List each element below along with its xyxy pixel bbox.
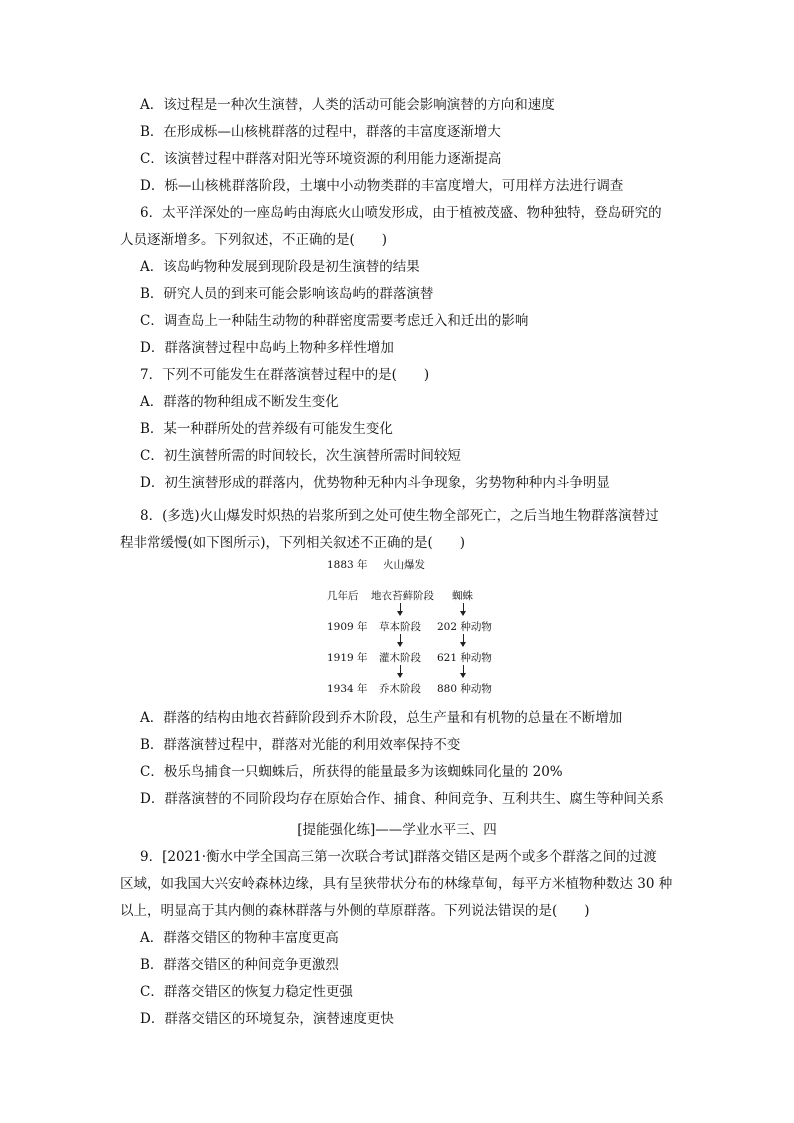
q6-option-d: D．群落演替过程中岛屿上物种多样性增加 <box>140 340 394 356</box>
q6-option-b: B．研究人员的到来可能会影响该岛屿的群落演替 <box>140 286 434 302</box>
diagram-stage-tree: 乔木阶段 <box>379 683 421 695</box>
arrow-down-icon <box>463 603 464 615</box>
q8-option-d: D．群落演替的不同阶段均存在原始合作、捕食、种间竞争、互利共生、腐生等种间关系 <box>140 791 664 807</box>
q9-stem-line2: 区域，如我国大兴安岭森林边缘，具有呈狭带状分布的林缘草甸，每平方米植物种数达 30 种 <box>120 876 673 892</box>
q5-option-b: B．在形成栎—山核桃群落的过程中，群落的丰富度逐渐增大 <box>140 124 501 140</box>
q8-option-a: A．群落的结构由地衣苔藓阶段到乔木阶段，总生产量和有机物的总量在不断增加 <box>140 710 623 726</box>
diagram-animal-880: 880 种动物 <box>437 683 492 695</box>
arrow-down-icon <box>463 665 464 677</box>
diagram-year-1909: 1909 年 <box>327 621 368 633</box>
q5-option-a: A．该过程是一种次生演替，人类的活动可能会影响演替的方向和速度 <box>140 97 555 113</box>
q8-stem-line1: 8．(多选)火山爆发时炽热的岩浆所到之处可使生物全部死亡，之后当地生物群落演替过 <box>140 508 659 524</box>
q7-option-a: A．群落的物种组成不断发生变化 <box>140 394 339 410</box>
q6-stem-line1: 6．太平洋深处的一座岛屿由海底火山喷发形成，由于植被茂盛、物种独特，登岛研究的 <box>140 205 662 221</box>
arrow-down-icon <box>400 665 401 677</box>
diagram-animal-spider: 蜘蛛 <box>452 590 473 602</box>
q9-option-a: A．群落交错区的物种丰富度更高 <box>140 930 339 946</box>
diagram-animal-202: 202 种动物 <box>437 621 492 633</box>
q8-option-c: C．极乐鸟捕食一只蜘蛛后，所获得的能量最多为该蜘蛛同化量的 20% <box>140 764 563 780</box>
diagram-stage-lichen-moss: 地衣苔藓阶段 <box>371 590 434 602</box>
q8-stem-line2: 程非常缓慢(如下图所示)，下列相关叙述不正确的是( ) <box>120 535 466 551</box>
q9-option-d: D．群落交错区的环境复杂，演替速度更快 <box>140 1011 394 1027</box>
q9-option-c: C．群落交错区的恢复力稳定性更强 <box>140 984 353 1000</box>
q9-stem-line3: 以上，明显高于其内侧的森林群落与外侧的草原群落。下列说法错误的是( ) <box>120 903 590 919</box>
q7-option-b: B．某一种群所处的营养级有可能发生变化 <box>140 421 393 437</box>
diagram-animal-621: 621 种动物 <box>437 652 492 664</box>
diagram-stage-herb: 草本阶段 <box>379 621 421 633</box>
q6-option-c: C．调查岛上一种陆生动物的种群密度需要考虑迁入和迁出的影响 <box>140 313 529 329</box>
arrow-down-icon <box>400 603 401 615</box>
q6-stem-line2: 人员逐渐增多。下列叙述，不正确的是( ) <box>120 232 388 248</box>
q7-option-c: C．初生演替所需的时间较长，次生演替所需时间较短 <box>140 448 461 464</box>
diagram-year-1919: 1919 年 <box>327 652 368 664</box>
diagram-year-years-later: 几年后 <box>327 590 359 602</box>
q7-option-d: D．初生演替形成的群落内，优势物种无种内斗争现象，劣势物种种内斗争明显 <box>140 475 610 491</box>
diagram-stage-eruption: 火山爆发 <box>383 559 425 571</box>
q9-stem-line1: 9．[2021·衡水中学全国高三第一次联合考试]群落交错区是两个或多个群落之间的过渡 <box>140 849 657 865</box>
arrow-down-icon <box>463 634 464 646</box>
arrow-down-icon <box>400 634 401 646</box>
section-heading: [提能强化练]——学业水平三、四 <box>297 822 497 838</box>
diagram-year-1883: 1883 年 <box>327 559 368 571</box>
q5-option-c: C．该演替过程中群落对阳光等环境资源的利用能力逐渐提高 <box>140 151 502 167</box>
q8-option-b: B．群落演替过程中，群落对光能的利用效率保持不变 <box>140 737 461 753</box>
q6-option-a: A．该岛屿物种发展到现阶段是初生演替的结果 <box>140 259 420 275</box>
q9-option-b: B．群落交错区的种间竞争更激烈 <box>140 957 339 973</box>
succession-diagram <box>325 557 515 697</box>
q7-stem: 7．下列不可能发生在群落演替过程中的是( ) <box>140 367 430 383</box>
diagram-stage-shrub: 灌木阶段 <box>379 652 421 664</box>
diagram-year-1934: 1934 年 <box>327 683 368 695</box>
q5-option-d: D．栎—山核桃群落阶段，土壤中小动物类群的丰富度增大，可用样方法进行调查 <box>140 178 624 194</box>
